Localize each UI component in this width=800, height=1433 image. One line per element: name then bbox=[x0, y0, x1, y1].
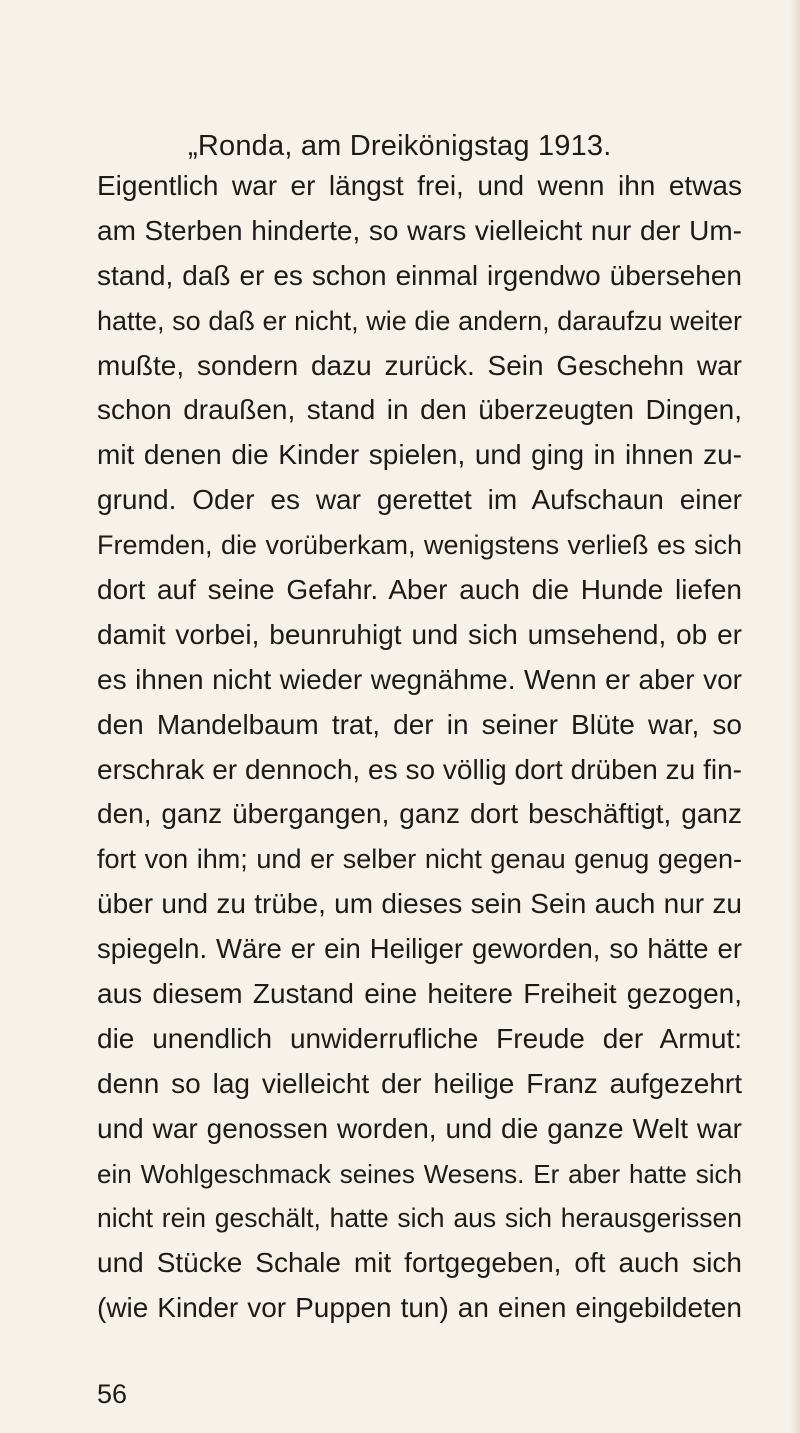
body-text bbox=[97, 164, 742, 1331]
text-line: den, ganz übergangen, ganz dort beschäftigt, ganz bbox=[97, 798, 742, 830]
text-line: ein Wohlgeschmack seines Wesens. Er aber hatte sich bbox=[97, 1158, 742, 1189]
letter-heading: „Ronda, am Dreikönigstag 1913. bbox=[188, 130, 612, 162]
text-line: mußte, sondern dazu zurück. Sein Geschehn war bbox=[97, 349, 742, 381]
text-line: mit denen die Kinder spielen, und ging in ihnen zu- bbox=[97, 439, 742, 471]
text-line: den Mandelbaum trat, der in seiner Blüte war, so bbox=[97, 708, 742, 740]
text-line: über und zu trübe, um dieses sein Sein auch nur zu bbox=[97, 888, 742, 920]
text-line: hatte, so daß er nicht, wie die andern, daraufzu weiter bbox=[97, 305, 742, 336]
text-line: am Sterben hinderte, so wars vielleicht nur der Um- bbox=[97, 214, 742, 246]
text-line: dort auf seine Gefahr. Aber auch die Hunde liefen bbox=[97, 574, 742, 606]
text-line: grund. Oder es war gerettet im Aufschaun einer bbox=[97, 484, 742, 516]
text-line: denn so lag vielleicht der heilige Franz aufgezehrt bbox=[97, 1067, 742, 1099]
page-number: 56 bbox=[97, 1379, 128, 1409]
text-line: damit vorbei, beunruhigt und sich umsehend, ob er bbox=[97, 618, 742, 650]
text-line: aus diesem Zustand eine heitere Freiheit gezogen, bbox=[97, 978, 742, 1010]
text-line: stand, daß er es schon einmal irgendwo übersehen bbox=[97, 259, 742, 291]
text-line: und Stücke Schale mit fortgegeben, oft auch sich bbox=[97, 1247, 742, 1279]
text-line: spiegeln. Wäre er ein Heiliger geworden, so hätte er bbox=[97, 933, 742, 965]
text-line: schon draußen, stand in den überzeugten Dingen, bbox=[97, 394, 742, 426]
text-line: nicht rein geschält, hatte sich aus sich herausgerissen bbox=[97, 1203, 742, 1234]
page-edge-shadow bbox=[790, 0, 800, 1433]
text-line: die unendlich unwiderrufliche Freude der Armut: bbox=[97, 1022, 742, 1054]
text-line: Fremden, die vorüberkam, wenigstens verließ es sich bbox=[97, 530, 742, 561]
text-line: (wie Kinder vor Puppen tun) an einen eingebildeten bbox=[97, 1292, 742, 1324]
text-line: Eigentlich war er längst frei, und wenn ihn etwas bbox=[97, 170, 742, 201]
text-line: erschrak er dennoch, es so völlig dort drüben zu fin- bbox=[97, 753, 742, 785]
text-line: es ihnen nicht wieder wegnähme. Wenn er aber vor bbox=[97, 663, 742, 695]
text-line: und war genossen worden, und die ganze Welt war bbox=[97, 1112, 742, 1144]
text-line: fort von ihm; und er selber nicht genau genug gegen- bbox=[97, 844, 742, 875]
